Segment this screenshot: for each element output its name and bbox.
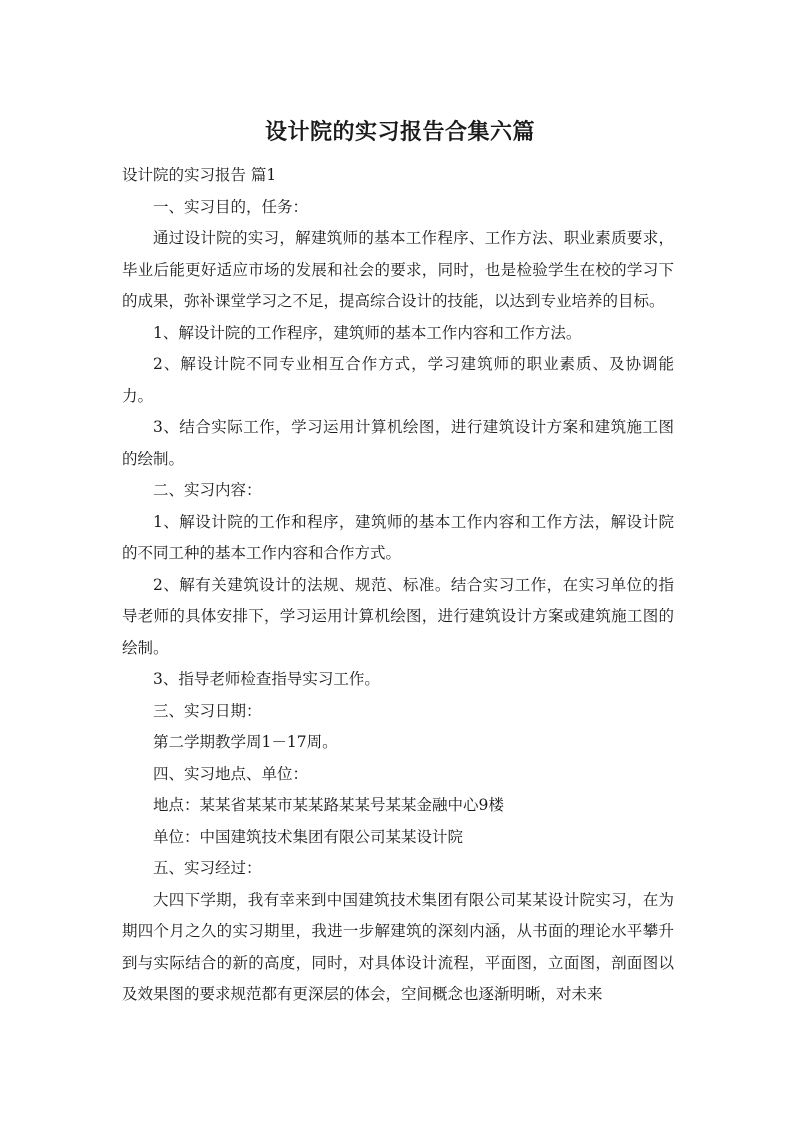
- document-title: 设计院的实习报告合集六篇: [264, 120, 535, 145]
- paragraph: 五、实习经过：: [153, 859, 262, 877]
- paragraph: 大四下学期，我有幸来到中国建筑技术集团有限公司某某设计院实习，在为期四个月之久的实习期里，我进一步解建筑的深刻内涵，从书面的理论水平攀升到与实际结合的新的高度，同时，对具体设计流程，平面图，立面图，剖面图以及效果图的要求规范都有更深层的体会，空间概念也逐渐明晰，对未来: [122, 890, 674, 1003]
- paragraph: 第二学期教学周1－17周。: [153, 733, 338, 751]
- paragraph: 三、实习日期：: [153, 701, 262, 720]
- paragraph: 通过设计院的实习，解建筑师的基本工作程序、工作方法、职业素质要求，毕业后能更好适应市场的发展和社会的要求，同时，也是检验学生在校的学习下的成果，弥补课堂学习之不足，提高综合设计的技能，以达到专业培养的目标。: [122, 229, 674, 310]
- paragraph: 1、解设计院的工作和程序，建筑师的基本工作内容和工作方法，解设计院的不同工种的基本工作内容和合作方式。: [122, 512, 674, 562]
- paragraph: 2、解有关建筑设计的法规、规范、标准。结合实习工作，在实习单位的指导老师的具体安排下，学习运用计算机绘图，进行建筑设计方案或建筑施工图的绘制。: [122, 575, 674, 657]
- paragraph: 二、实习内容：: [153, 481, 262, 499]
- document-body: [122, 160, 674, 1011]
- paragraph: 3、结合实际工作，学习运用计算机绘图，进行建筑设计方案和建筑施工图的绘制。: [122, 418, 674, 468]
- paragraph: 单位：中国建筑技术集团有限公司某某设计院: [153, 827, 464, 846]
- paragraph: 地点：某某省某某市某某路某某号某某金融中心9楼: [153, 796, 504, 814]
- paragraph: 2、解设计院不同专业相互合作方式，学习建筑师的职业素质、及协调能力。: [122, 355, 674, 405]
- paragraph: 一、实习目的，任务：: [153, 197, 309, 216]
- section-heading: 设计院的实习报告 篇1: [122, 166, 277, 184]
- paragraph: 四、实习地点、单位：: [153, 764, 309, 783]
- paragraph: 3、指导老师检查指导实习工作。: [153, 670, 380, 688]
- paragraph: 1、解设计院的工作程序，建筑师的基本工作内容和工作方法。: [153, 323, 582, 342]
